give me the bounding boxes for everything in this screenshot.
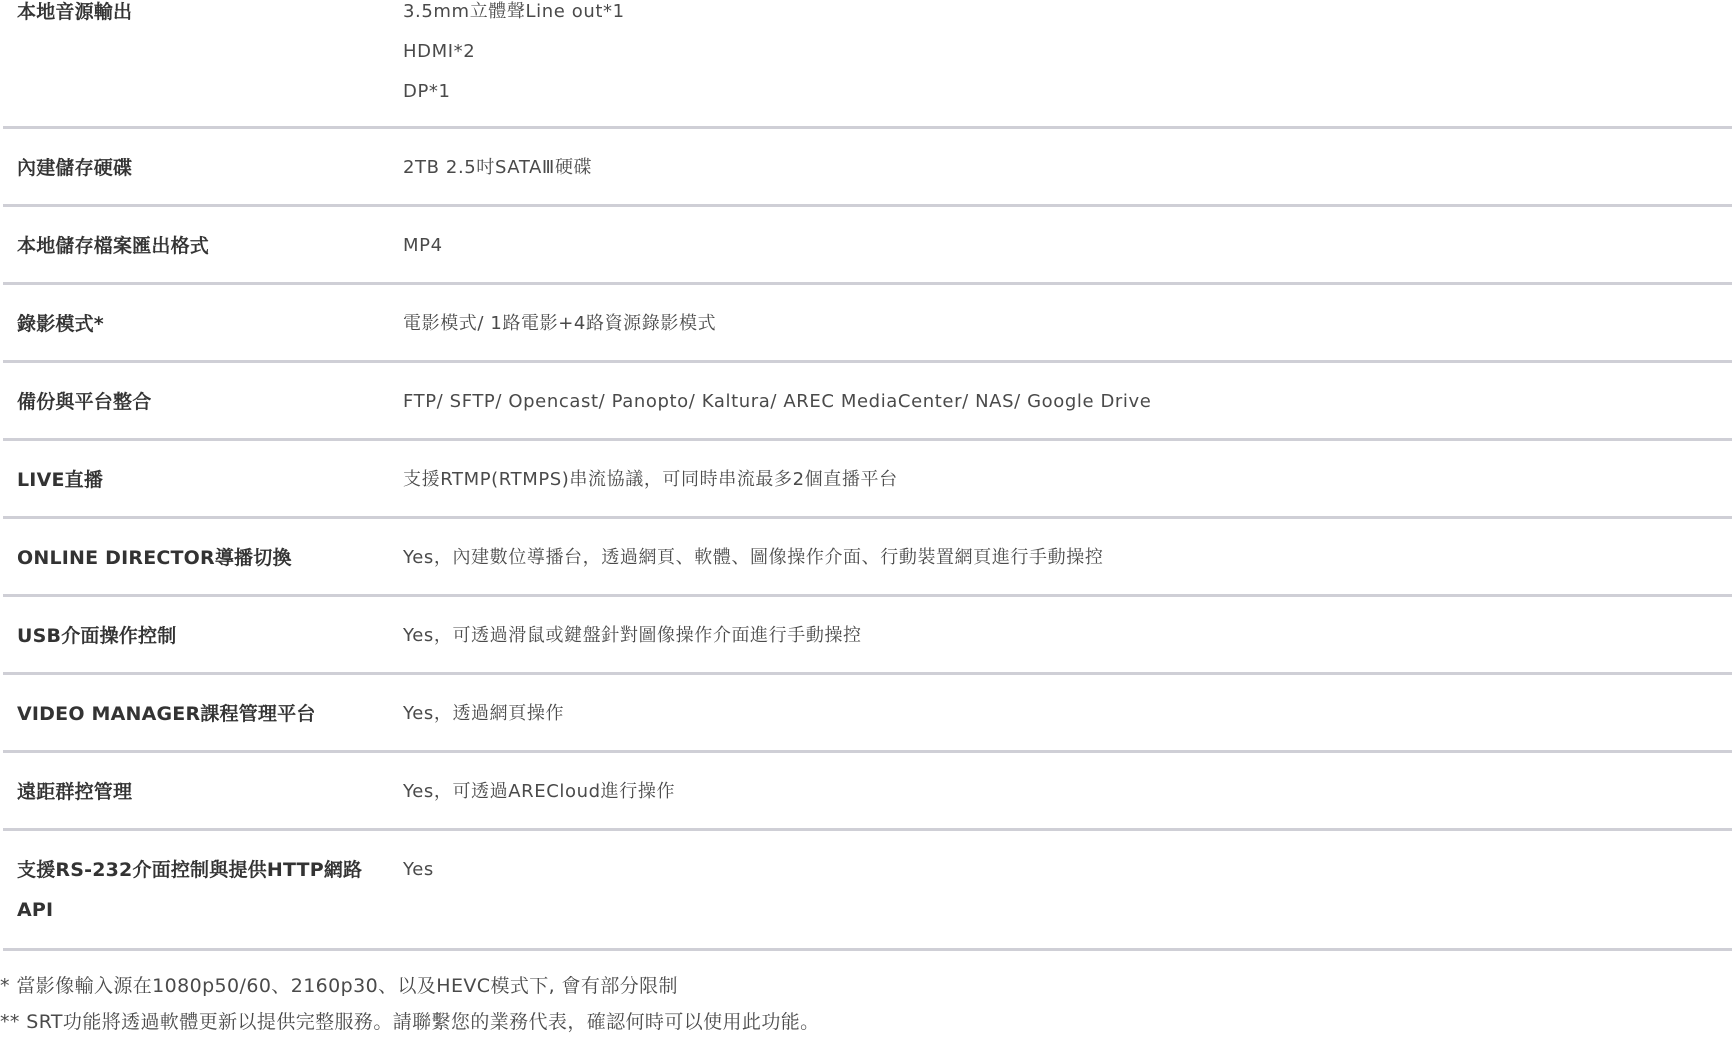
spec-label: LIVE直播 [17,469,104,491]
spec-row-backup-integration [3,363,1732,441]
spec-value: Yes，可透過ARECloud進行操作 [403,781,676,802]
spec-label: 備份與平台整合 [17,391,152,413]
spec-row-remote-management [3,753,1732,831]
spec-values [403,441,1732,516]
spec-value: 電影模式/ 1路電影+4路資源錄影模式 [403,313,717,334]
footnote-srt-update: ** SRT功能將透過軟體更新以提供完整服務。請聯繫您的業務代表，確認何時可以使用此功能。 [0,1011,820,1033]
spec-values [403,597,1732,672]
spec-value: Yes，可透過滑鼠或鍵盤針對圖像操作介面進行手動操控 [403,625,862,646]
spec-value: HDMI*2 [403,41,476,62]
spec-value: 支援RTMP(RTMPS)串流協議，可同時串流最多2個直播平台 [403,469,898,490]
spec-row-recording-mode [3,285,1732,363]
spec-table [3,0,1732,951]
spec-values [403,753,1732,828]
spec-value: 2TB 2.5吋SATAⅢ硬碟 [403,157,593,178]
spec-value: Yes [403,859,434,880]
spec-row-online-director [3,519,1732,597]
spec-value: MP4 [403,235,443,256]
spec-row-local-audio-output [3,0,1732,129]
spec-value: 3.5mm立體聲Line out*1 [403,1,625,22]
spec-values [403,285,1732,360]
spec-label: USB介面操作控制 [17,625,177,647]
spec-value: DP*1 [403,81,451,102]
spec-value: Yes，透過網頁操作 [403,703,565,724]
spec-values [403,363,1732,438]
spec-row-internal-storage [3,129,1732,207]
spec-row-video-manager [3,675,1732,753]
spec-value: FTP/ SFTP/ Opencast/ Panopto/ Kaltura/ AREC MediaCenter/ NAS/ Google Drive [403,391,1152,412]
spec-row-export-format [3,207,1732,285]
spec-label: ONLINE DIRECTOR導播切換 [17,547,292,569]
spec-row-live-streaming [3,441,1732,519]
spec-label: 本地音源輸出 [17,1,133,23]
spec-values [403,0,1732,126]
spec-label: 內建儲存硬碟 [17,157,133,179]
footnote-recording-limit: * 當影像輸入源在1080p50/60、2160p30、以及HEVC模式下, 會有部分限制 [0,975,678,997]
spec-label: 錄影模式* [17,313,104,335]
spec-value: Yes，內建數位導播台，透過網頁、軟體、圖像操作介面、行動裝置網頁進行手動操控 [403,547,1104,568]
spec-row-rs232-http-api [3,831,1732,951]
spec-values [403,831,1732,948]
spec-row-usb-control [3,597,1732,675]
footnotes [0,968,1732,1040]
spec-label: 本地儲存檔案匯出格式 [17,235,210,257]
spec-label: VIDEO MANAGER課程管理平台 [17,703,316,725]
spec-values [403,207,1732,282]
spec-values [403,675,1732,750]
spec-label: 遠距群控管理 [17,781,133,803]
spec-label: 支援RS-232介面控制與提供HTTP網路API [17,859,363,921]
spec-values [403,129,1732,204]
spec-values [403,519,1732,594]
